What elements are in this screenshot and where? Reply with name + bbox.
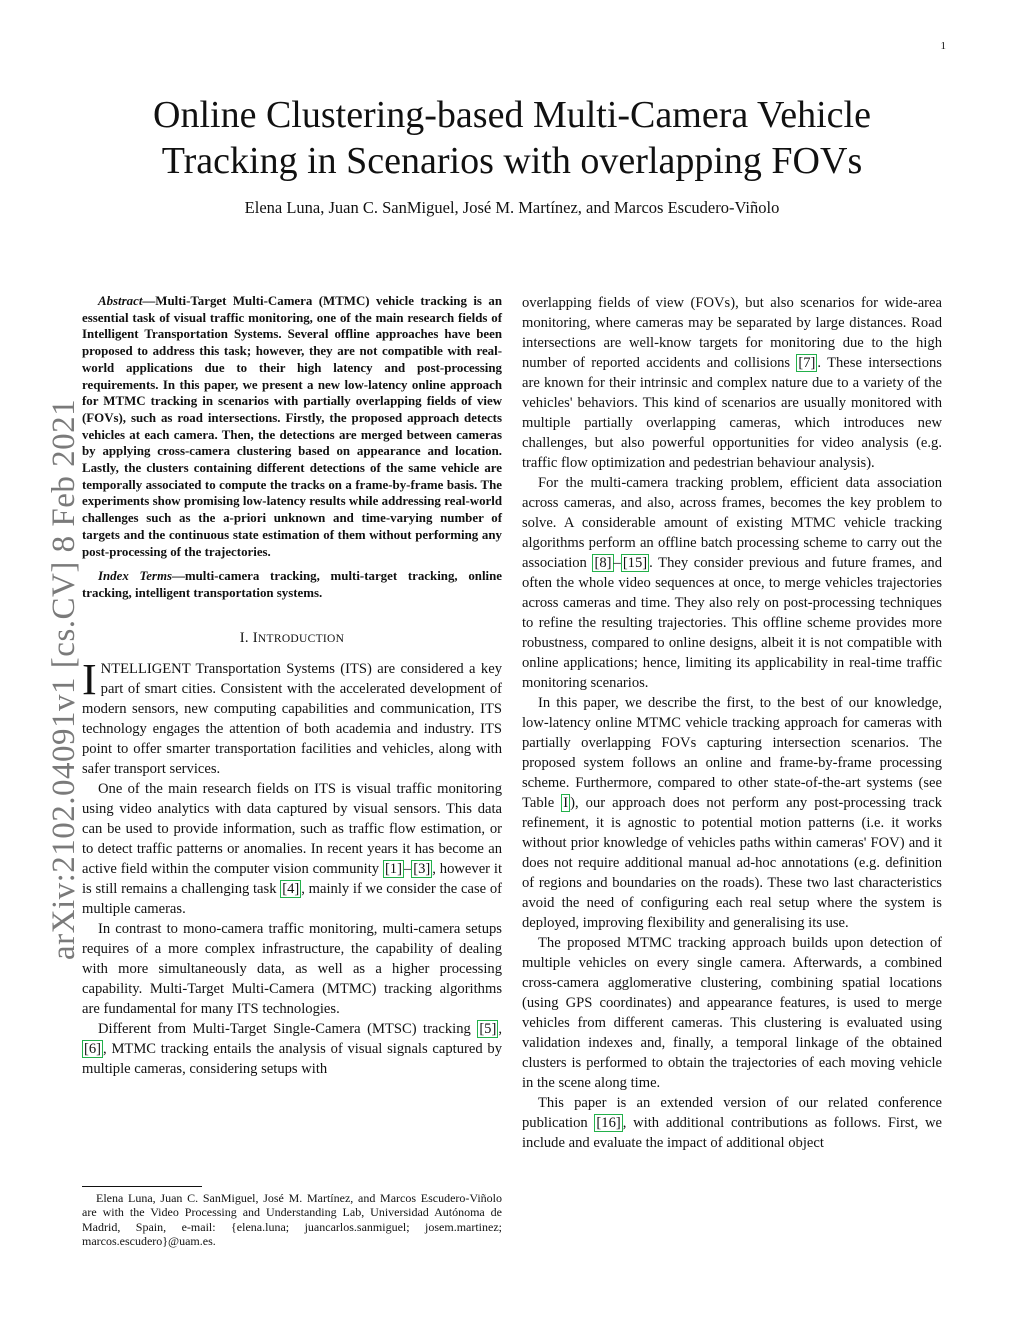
author-list: Elena Luna, Juan C. SanMiguel, José M. Martínez, and Marcos Escudero-Viñolo [244, 198, 780, 217]
paragraph-text: Different from Multi-Target Single-Camera (MTSC) tracking [98, 1020, 478, 1037]
index-terms-label: Index Terms [98, 569, 172, 584]
title-line-1: Online Clustering-based Multi-Camera Vehicle [153, 94, 871, 136]
right-paragraph-4: The proposed MTMC tracking approach builds upon detection of multiple vehicles on every single camera. Afterwards, a combined cross-camera agglomerative clustering, combining spatial locations (using GPS coordinates) and appearance features, is used to merge vehicles from different cameras. This clustering is evaluated using validation indexes and, finally, a temporal linkage of the obtained clusters is performed to obtain the trajectories of each moving vehicle in the scene along time. [522, 935, 942, 1091]
page-number: 1 [940, 40, 946, 52]
abstract-text: —Multi-Target Multi-Camera (MTMC) vehicle tracking is an essential task of visual traffic monitoring, one of the main research fields of Intelligent Transportation Systems. Several offline approaches have been proposed to address this task; however, they are not compatible with real-world applications due to their high latency and post-processing requirements. In this paper, we present a new low-latency online approach for MTMC tracking in scenarios with partially overlapping fields of view (FOVs), such as road intersections. Firstly, the proposed approach detects vehicles at each camera. Then, the detections are merged between cameras by applying cross-camera clustering based on appearance and location. Lastly, the clusters containing different detections of the same vehicle are temporally associated to compute the tracks on a frame-by-frame basis. The experiments show promising low-latency results while addressing real-world challenges such as the a-priori unknown and time-varying number of targets and the continuous state estimation of them without performing any post-processing of the trajectories. [82, 294, 502, 559]
citation-link[interactable]: [6] [84, 1040, 102, 1057]
paragraph-text: NTELLIGENT Transportation Systems (ITS) are considered a key part of smart cities. Consistent with the accelerated development of modern sensors, new computing capabilities and communication, ITS technology engages the attention of both academia and industry. ITS point to offer smarter transportation facilities and vehicles, along with safer transport services. [82, 660, 502, 777]
paragraph-text: , [498, 1020, 502, 1037]
paragraph-text: , with additional contributions as follows. First, we include and evaluate the impact of additional object [522, 1115, 943, 1151]
paragraph-text: , MTMC tracking entails the analysis of visual signals captured by multiple cameras, considering setups with [82, 1040, 502, 1077]
paragraph-text: – [613, 555, 621, 571]
paragraph-text: For the multi-camera tracking problem, efficient data association across cameras, and also, across frames, becomes the key problem to solve. A considerable amount of existing MTMC vehicle tracking algorithms perform an offline batch processing scheme to carry out the association [522, 475, 942, 571]
index-terms [82, 568, 502, 601]
citation-link[interactable]: [5] [479, 1020, 497, 1037]
paragraph-text: , however it is still remains a challenging task [82, 860, 502, 897]
citation-link[interactable]: [8] [594, 555, 612, 571]
abstract-label: Abstract [98, 294, 143, 308]
section-number: I. I [239, 629, 258, 646]
drop-cap: I [82, 654, 97, 704]
paragraph-text: . They consider previous and future frames, and often the whole video sequences at once, to merge vehicles trajectories across cameras and time. They also rely on post-processing techniques to refine the resulting trajectories. This offline scheme provides more robustness, compared to online designs, albeit it is not compatible with online applications; hence, limiting its applicability in real-time traffic monitoring scenarios. [522, 555, 942, 691]
footnote-rule [82, 1186, 202, 1187]
citation-link[interactable]: [15] [622, 555, 648, 571]
citation-link[interactable]: [1] [384, 860, 402, 877]
paragraph-text: ), our approach does not perform any post-processing track refinement, it is agnostic to potential motion patterns (i.e. it works without prior knowledge of vehicles paths within cameras' FOV) and it does not require additional manual ad-hoc annotations (e.g. definition of regions and boundaries on the roads). These two last characteristics avoid the need of configuring each real setup where the system is deployed, improving flexibility and generalising its use. [522, 795, 942, 931]
paragraph-text: , mainly if we consider the case of multiple cameras. [82, 880, 502, 917]
paragraph-text: One of the main research fields on ITS is visual traffic monitoring using video analytics with data captured by visual sensors. This data can be used to provide information, such as traffic flow estimation, or to detect traffic patterns or anomalies. In recent years it has become an active field within the computer vision community [82, 780, 502, 877]
title-line-2: Tracking in Scenarios with overlapping FOVs [161, 140, 863, 182]
right-paragraph-1 [522, 293, 942, 473]
citation-link[interactable]: [7] [798, 355, 816, 371]
right-paragraph-2 [522, 473, 942, 693]
paragraph-text: . These intersections are known for their intrinsic and complex nature due to a variety of the vehicles' behaviors. This kind of scenarios are usually monitored with multiple partially overlapping cameras, which introduces new challenges, but also powerful opportunities for video analysis (e.g. traffic flow optimization and pedestrian behaviour analysis). [522, 355, 942, 471]
paragraph-text: overlapping fields of view (FOVs), but also scenarios for wide-area monitoring, where cameras may be separated by large distances. Road intersections are well-know targets for monitoring due to the high number of reported accidents and collisions [522, 295, 942, 371]
paragraph-text: In this paper, we describe the first, to the best of our knowledge, low-latency online MTMC vehicle tracking approach for cameras with partially overlapping FOVs capturing intersection scenarios. The proposed system follows an online and frame-by-frame processing scheme. Furthermore, compared to other state-of-the-art systems (see Table [522, 695, 942, 811]
index-terms-text: —multi-camera tracking, multi-target tracking, online tracking, intelligent transportation systems. [82, 569, 502, 600]
section-heading-introduction [82, 628, 502, 649]
paragraph-text: This paper is an extended version of our related conference publication [522, 1095, 942, 1131]
right-paragraph-3 [522, 693, 942, 933]
arxiv-identifier: arXiv:2102.04091v1 [cs.CV] 8 Feb 2021 [46, 398, 82, 960]
citation-link[interactable]: [16] [596, 1115, 621, 1131]
author-affiliation-footnote: Elena Luna, Juan C. SanMiguel, José M. Martínez, and Marcos Escudero-Viñolo are with the Video Processing and Understanding Lab, Universidad Autónoma de Madrid, Spain, e-mail: {elena.luna; juancarlos.sanmiguel; josem.martinez; marcos.escudero}@uam.es. [82, 1191, 502, 1249]
citation-link[interactable]: [3] [413, 860, 431, 877]
left-column [82, 293, 502, 1079]
table-reference-link[interactable]: I [563, 795, 569, 811]
intro-paragraph-1 [82, 654, 502, 779]
paper-title [100, 92, 924, 184]
right-paragraph-5 [522, 1093, 942, 1153]
citation-link[interactable]: [4] [282, 880, 300, 897]
section-title-rest: NTRODUCTION [257, 632, 345, 645]
intro-paragraph-4 [82, 1019, 502, 1079]
intro-paragraph-2 [82, 779, 502, 919]
paragraph-text: – [403, 860, 412, 877]
abstract [82, 293, 502, 560]
intro-paragraph-3: In contrast to mono-camera traffic monitoring, multi-camera setups requires of a more complex infrastructure, the capability of dealing with more simultaneously data, as well as a higher processing capability. Multi-Target Multi-Camera (MTMC) tracking algorithms are fundamental for many ITS technologies. [82, 920, 502, 1017]
right-column [522, 293, 942, 1153]
